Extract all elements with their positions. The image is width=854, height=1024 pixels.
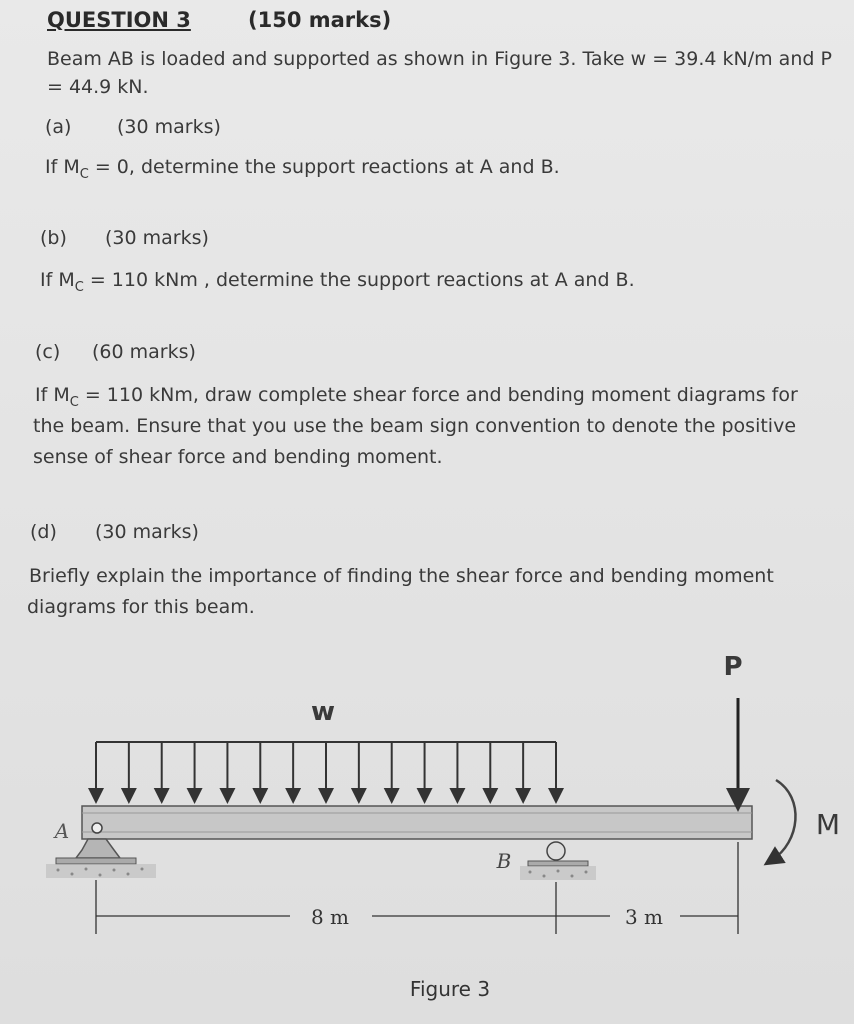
moment-label-m: M — [815, 808, 841, 841]
load-label-p: P — [723, 652, 743, 682]
part-c-marks: (60 marks) — [92, 341, 196, 363]
part-c-line-2: the beam. Ensure that you use the beam sign convention to denote the positive — [33, 415, 797, 437]
part-c-label: (c) — [35, 341, 61, 363]
part-c-line-3: sense of shear force and bending moment. — [33, 446, 443, 468]
part-b-question: If $M_C = 110$ kNm , determine the support reactions at A and B. — [40, 269, 635, 295]
figure-caption: Figure 3 — [409, 977, 491, 1001]
support-label-b: B — [496, 849, 512, 873]
distributed-load — [96, 742, 556, 796]
question-number: QUESTION 3 — [47, 8, 191, 32]
moment-arrow — [772, 780, 796, 860]
support-label-a: A — [54, 819, 70, 843]
roller-support-b — [520, 842, 596, 880]
part-c-line-1: If $M_C = 110$ kNm, draw complete shear force and bending moment diagrams for — [35, 384, 798, 410]
part-a-marks: (30 marks) — [117, 116, 221, 138]
beam-figure — [0, 620, 854, 1024]
part-b-marks: (30 marks) — [105, 227, 209, 249]
question-marks: (150 marks) — [248, 8, 392, 32]
part-a-question: If $M_C = 0$, determine the support reactions at A and B. — [45, 156, 560, 182]
dimension-label-8m: 8 m — [310, 905, 350, 929]
load-label-w: w — [310, 697, 336, 727]
part-d-label: (d) — [30, 521, 57, 543]
beam-ab — [82, 806, 752, 839]
intro-line-2: = 44.9 kN. — [47, 76, 149, 98]
part-a-label: (a) — [45, 116, 72, 138]
part-d-marks: (30 marks) — [95, 521, 199, 543]
part-d-line-1: Briefly explain the importance of finding the shear force and bending moment — [29, 565, 774, 587]
part-d-line-2: diagrams for this beam. — [27, 596, 255, 618]
intro-line-1: Beam AB is loaded and supported as shown in Figure 3. Take w = 39.4 kN/m and P — [47, 48, 832, 70]
part-b-label: (b) — [40, 227, 67, 249]
dimension-label-3m: 3 m — [624, 905, 664, 929]
